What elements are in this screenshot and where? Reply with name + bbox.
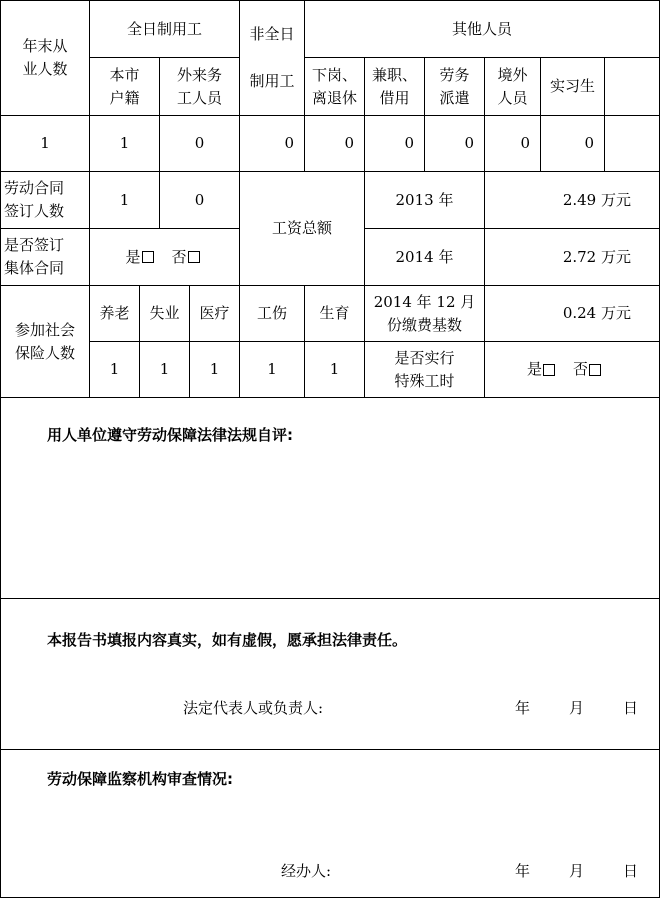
wage-amount-2013: 2.49 万元 — [484, 171, 660, 229]
label-line: 2014 年 12 月 — [373, 292, 476, 311]
label-line: 劳务 — [439, 65, 470, 84]
review-date-day: 日 — [623, 862, 639, 880]
label-line: 借用 — [379, 88, 410, 107]
insurance-type-unemployment: 失业 — [139, 285, 190, 342]
review-title: 劳动保障监察机构审查情况: — [47, 770, 233, 788]
label-line: 非全日 — [249, 25, 295, 43]
yes-checkbox[interactable] — [142, 251, 154, 263]
contract-label — [0, 171, 90, 229]
self-evaluation-section[interactable] — [0, 397, 660, 599]
count-part-time: 0 — [364, 115, 425, 172]
handler-label: 经办人: — [281, 862, 332, 880]
foreign-header — [484, 57, 541, 116]
wage-amount-2014: 2.72 万元 — [484, 228, 660, 286]
year-end-workers-header — [0, 0, 90, 116]
date-month: 月 — [569, 699, 585, 717]
count-blank — [604, 115, 660, 172]
label-line: 离退休 — [311, 88, 357, 107]
count-intern: 0 — [540, 115, 605, 172]
count-foreign: 0 — [484, 115, 541, 172]
special-hours-label — [364, 341, 485, 398]
date-year: 年 — [515, 699, 531, 717]
label-line: 下岗、 — [311, 65, 357, 84]
label-line: 兼职、 — [371, 65, 417, 84]
insurance-value-maternity: 1 — [304, 341, 365, 398]
contract-local: 1 — [89, 171, 160, 229]
label-line: 签订人数 — [4, 202, 65, 220]
label-line: 户籍 — [109, 88, 140, 107]
part-time-header — [364, 57, 425, 116]
review-date-year: 年 — [515, 862, 531, 880]
laid-off-header — [304, 57, 365, 116]
label-line: 集体合同 — [4, 259, 65, 277]
review-section — [0, 749, 660, 898]
insurance-label — [0, 285, 90, 398]
count-migrant: 0 — [159, 115, 240, 172]
wage-year-2013: 2013 年 — [364, 171, 485, 229]
count-laid-off: 0 — [304, 115, 365, 172]
label-line: 份缴费基数 — [386, 315, 462, 334]
signer-label: 法定代表人或负责人: — [183, 699, 324, 717]
label-line: 本市 — [109, 65, 140, 84]
declaration-statement: 本报告书填报内容真实，如有虚假，愿承担法律责任。 — [47, 631, 408, 649]
insurance-type-pension: 养老 — [89, 285, 140, 342]
count-non-full-time: 0 — [239, 115, 305, 172]
label-line: 派遣 — [439, 88, 470, 107]
label-line: 业人数 — [22, 60, 68, 78]
wage-year-2014: 2014 年 — [364, 228, 485, 286]
date-day: 日 — [623, 699, 639, 717]
label-line: 特殊工时 — [394, 371, 455, 390]
label-line: 保险人数 — [14, 343, 75, 362]
count-dispatch: 0 — [424, 115, 485, 172]
collective-label — [0, 228, 90, 286]
insurance-type-medical: 医疗 — [189, 285, 240, 342]
insurance-value-unemployment: 1 — [139, 341, 190, 398]
review-date-month: 月 — [569, 862, 585, 880]
no-checkbox[interactable] — [589, 364, 601, 376]
blank-header — [604, 57, 660, 116]
wage-total-label: 工资总额 — [239, 171, 365, 286]
count-local: 1 — [89, 115, 160, 172]
local-header — [89, 57, 160, 116]
label-line: 境外 — [497, 65, 528, 84]
insurance-value-injury: 1 — [239, 341, 305, 398]
insurance-value-medical: 1 — [189, 341, 240, 398]
yes-label: 是 — [125, 247, 141, 266]
label-line: 工人员 — [176, 88, 222, 107]
contract-migrant: 0 — [159, 171, 240, 229]
non-full-time-header — [239, 0, 305, 116]
no-checkbox[interactable] — [188, 251, 200, 263]
count-total: 1 — [0, 115, 90, 172]
label-line: 年末从 — [22, 37, 68, 55]
label-line: 外来务 — [176, 65, 222, 84]
label-line: 参加社会 — [14, 320, 75, 339]
collective-choice — [89, 228, 240, 286]
full-time-header: 全日制用工 — [89, 0, 240, 58]
special-hours-choice — [484, 341, 660, 398]
label-line: 劳动合同 — [4, 179, 65, 197]
contribution-base-amount: 0.24 万元 — [484, 285, 660, 342]
no-label: 否 — [573, 360, 589, 378]
contribution-base-label — [364, 285, 485, 342]
yes-label: 是 — [527, 360, 543, 378]
declaration-section — [0, 598, 660, 750]
migrant-header — [159, 57, 240, 116]
no-label: 否 — [171, 247, 187, 266]
label-line: 人员 — [497, 88, 528, 107]
insurance-value-pension: 1 — [89, 341, 140, 398]
label-line: 是否签订 — [4, 236, 65, 254]
label-line: 是否实行 — [394, 348, 455, 367]
yes-checkbox[interactable] — [543, 364, 555, 376]
insurance-type-maternity: 生育 — [304, 285, 365, 342]
insurance-type-injury: 工伤 — [239, 285, 305, 342]
others-header: 其他人员 — [304, 0, 660, 58]
label-line: 制用工 — [249, 72, 295, 90]
intern-header: 实习生 — [540, 57, 605, 116]
self-evaluation-title: 用人单位遵守劳动保障法律法规自评: — [47, 426, 294, 444]
dispatch-header — [424, 57, 485, 116]
